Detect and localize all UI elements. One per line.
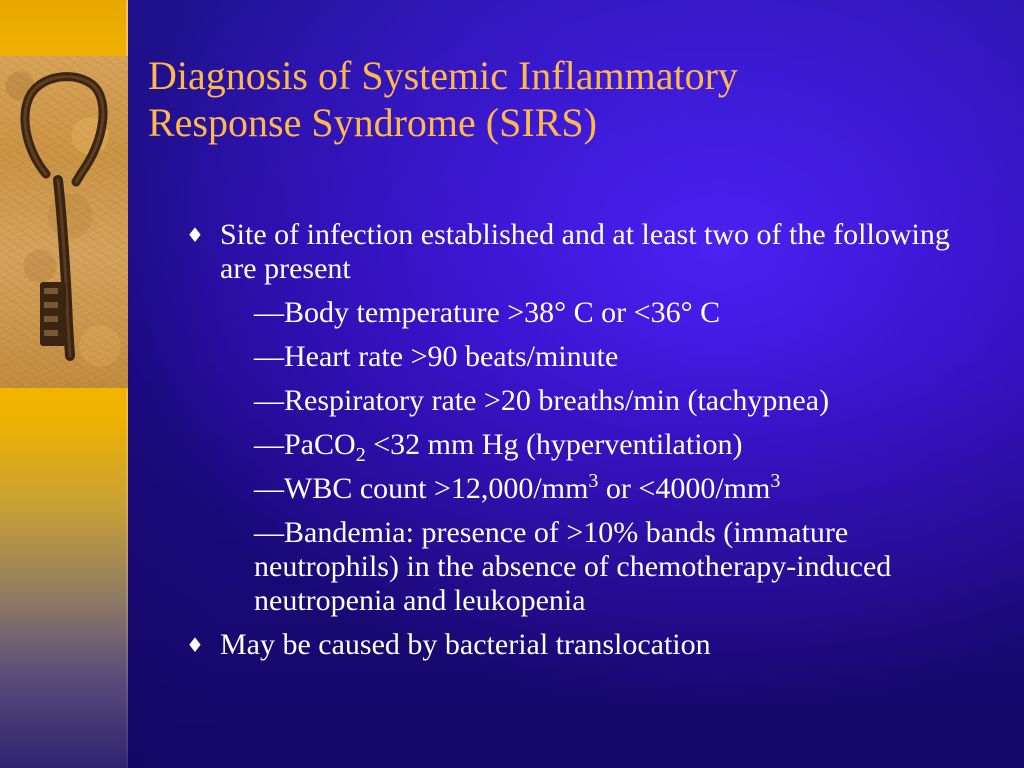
slide-title — [148, 52, 988, 146]
superscript-text: 3 — [770, 470, 781, 492]
superscript-text: 3 — [588, 470, 599, 492]
sub-item — [220, 472, 986, 506]
bullet-item — [186, 218, 986, 618]
bullet-text: Site of infection established and at least two of the following are present — [220, 218, 950, 285]
key-tooth — [44, 302, 58, 308]
key-tooth — [44, 330, 58, 336]
sub-item-prefix: —PaCO — [254, 428, 356, 461]
sub-item — [220, 516, 986, 618]
key-photo — [0, 56, 128, 388]
sub-item — [220, 340, 986, 374]
subscript-text: 2 — [355, 444, 366, 466]
bullet-text: May be caused by bacterial translocation — [220, 628, 711, 661]
key-tooth — [44, 288, 58, 294]
sub-item-text: —Body temperature >38° C or <36° C — [254, 296, 721, 329]
diamond-bullet-icon: ♦ — [186, 633, 204, 657]
title-line-2: Response Syndrome (SIRS) — [148, 100, 597, 145]
key-bow-shape — [25, 77, 103, 182]
sub-item-prefix: —WBC count >12,000/mm — [254, 472, 589, 505]
sub-item-text: —Bandemia: presence of >10% bands (immature neutrophils) in the absence of chemotherapy-induced neutropenia and leukopenia — [254, 516, 892, 617]
sub-item-suffix: <32 mm Hg (hyperventilation) — [365, 428, 743, 461]
bullet-list — [186, 218, 986, 662]
sub-item — [220, 428, 986, 466]
diamond-bullet-icon: ♦ — [186, 223, 204, 247]
sub-item — [220, 296, 986, 330]
sub-item — [220, 384, 986, 418]
sub-item-text: —Heart rate >90 beats/minute — [254, 340, 619, 373]
title-line-1: Diagnosis of Systemic Inflammatory — [148, 53, 738, 98]
sub-item-text: —Respiratory rate >20 breaths/min (tachypnea) — [254, 384, 830, 417]
bullet-item — [186, 628, 986, 662]
antique-key-icon — [0, 56, 128, 388]
sub-item-middle: or <4000/mm — [598, 472, 771, 505]
key-tooth — [44, 316, 58, 322]
